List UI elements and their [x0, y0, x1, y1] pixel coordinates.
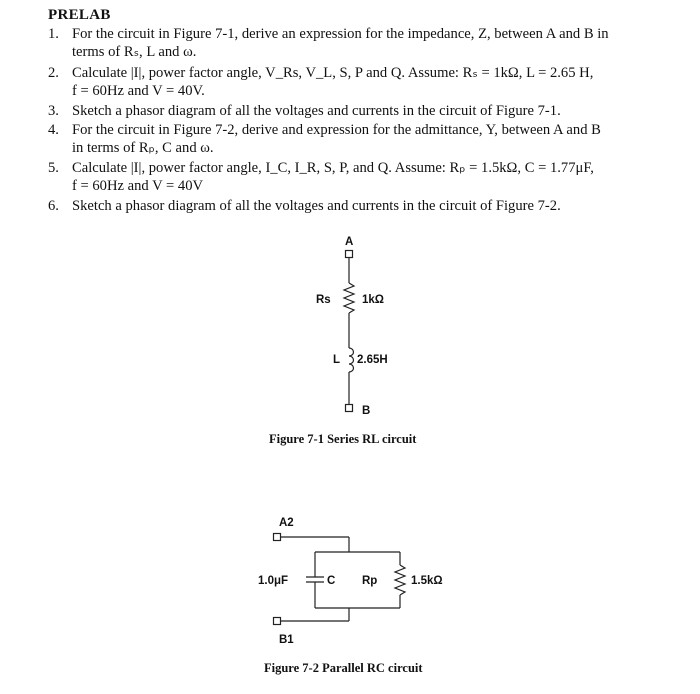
question-line: For the circuit in Figure 7-2, derive and expression for the admittance, Y, between A and B — [72, 122, 601, 138]
node-b1-label: B1 — [279, 634, 294, 646]
question-line: Sketch a phasor diagram of all the voltages and currents in the circuit of Figure 7-1. — [72, 103, 561, 119]
question-line: f = 60Hz and V = 40V. — [72, 83, 205, 99]
prelab-title: PRELAB — [48, 7, 111, 23]
question-number: 5. — [48, 160, 59, 176]
terminal-b — [346, 405, 353, 412]
node-a2-label: A2 — [279, 517, 294, 529]
question-number: 2. — [48, 65, 59, 81]
figure-7-1-caption: Figure 7-1 Series RL circuit — [269, 432, 417, 446]
node-a-label: A — [345, 236, 354, 248]
rp-value: 1.5kΩ — [411, 575, 443, 587]
terminal-a2 — [274, 534, 281, 541]
l-label: L — [333, 354, 341, 366]
figure-7-1 — [269, 236, 417, 446]
rs-value: 1kΩ — [362, 294, 385, 306]
question-line: For the circuit in Figure 7-1, derive an expression for the impedance, Z, between A and B in — [72, 26, 609, 42]
question-number: 3. — [48, 103, 59, 119]
question-line: terms of Rₛ, L and ω. — [72, 44, 197, 60]
rs-label: Rs — [316, 294, 331, 306]
node-b-label: B — [362, 405, 371, 417]
question-line: Sketch a phasor diagram of all the voltages and currents in the circuit of Figure 7-2. — [72, 198, 561, 214]
question-number: 6. — [48, 198, 59, 214]
question-line: Calculate |I|, power factor angle, I_C, I_R, S, P, and Q. Assume: Rₚ = 1.5kΩ, C = 1.77μF, — [72, 160, 594, 176]
terminal-b1 — [274, 618, 281, 625]
resistor-rp-symbol — [395, 565, 405, 595]
figure-7-2-caption: Figure 7-2 Parallel RC circuit — [264, 661, 423, 675]
terminal-a — [346, 251, 353, 258]
c-value: 1.0μF — [258, 575, 289, 587]
question-line: f = 60Hz and V = 40V — [72, 178, 204, 194]
question-number: 4. — [48, 122, 59, 138]
question-number: 1. — [48, 26, 59, 42]
l-value: 2.65H — [357, 354, 388, 366]
resistor-rs-symbol — [344, 283, 354, 313]
inductor-l-symbol — [349, 348, 354, 372]
c-label: C — [327, 575, 336, 587]
figure-7-2 — [258, 517, 443, 675]
question-line: in terms of Rₚ, C and ω. — [72, 140, 214, 156]
rp-label: Rp — [362, 575, 378, 587]
question-line: Calculate |I|, power factor angle, V_Rs, V_L, S, P and Q. Assume: Rₛ = 1kΩ, L = 2.65 H, — [72, 65, 594, 81]
